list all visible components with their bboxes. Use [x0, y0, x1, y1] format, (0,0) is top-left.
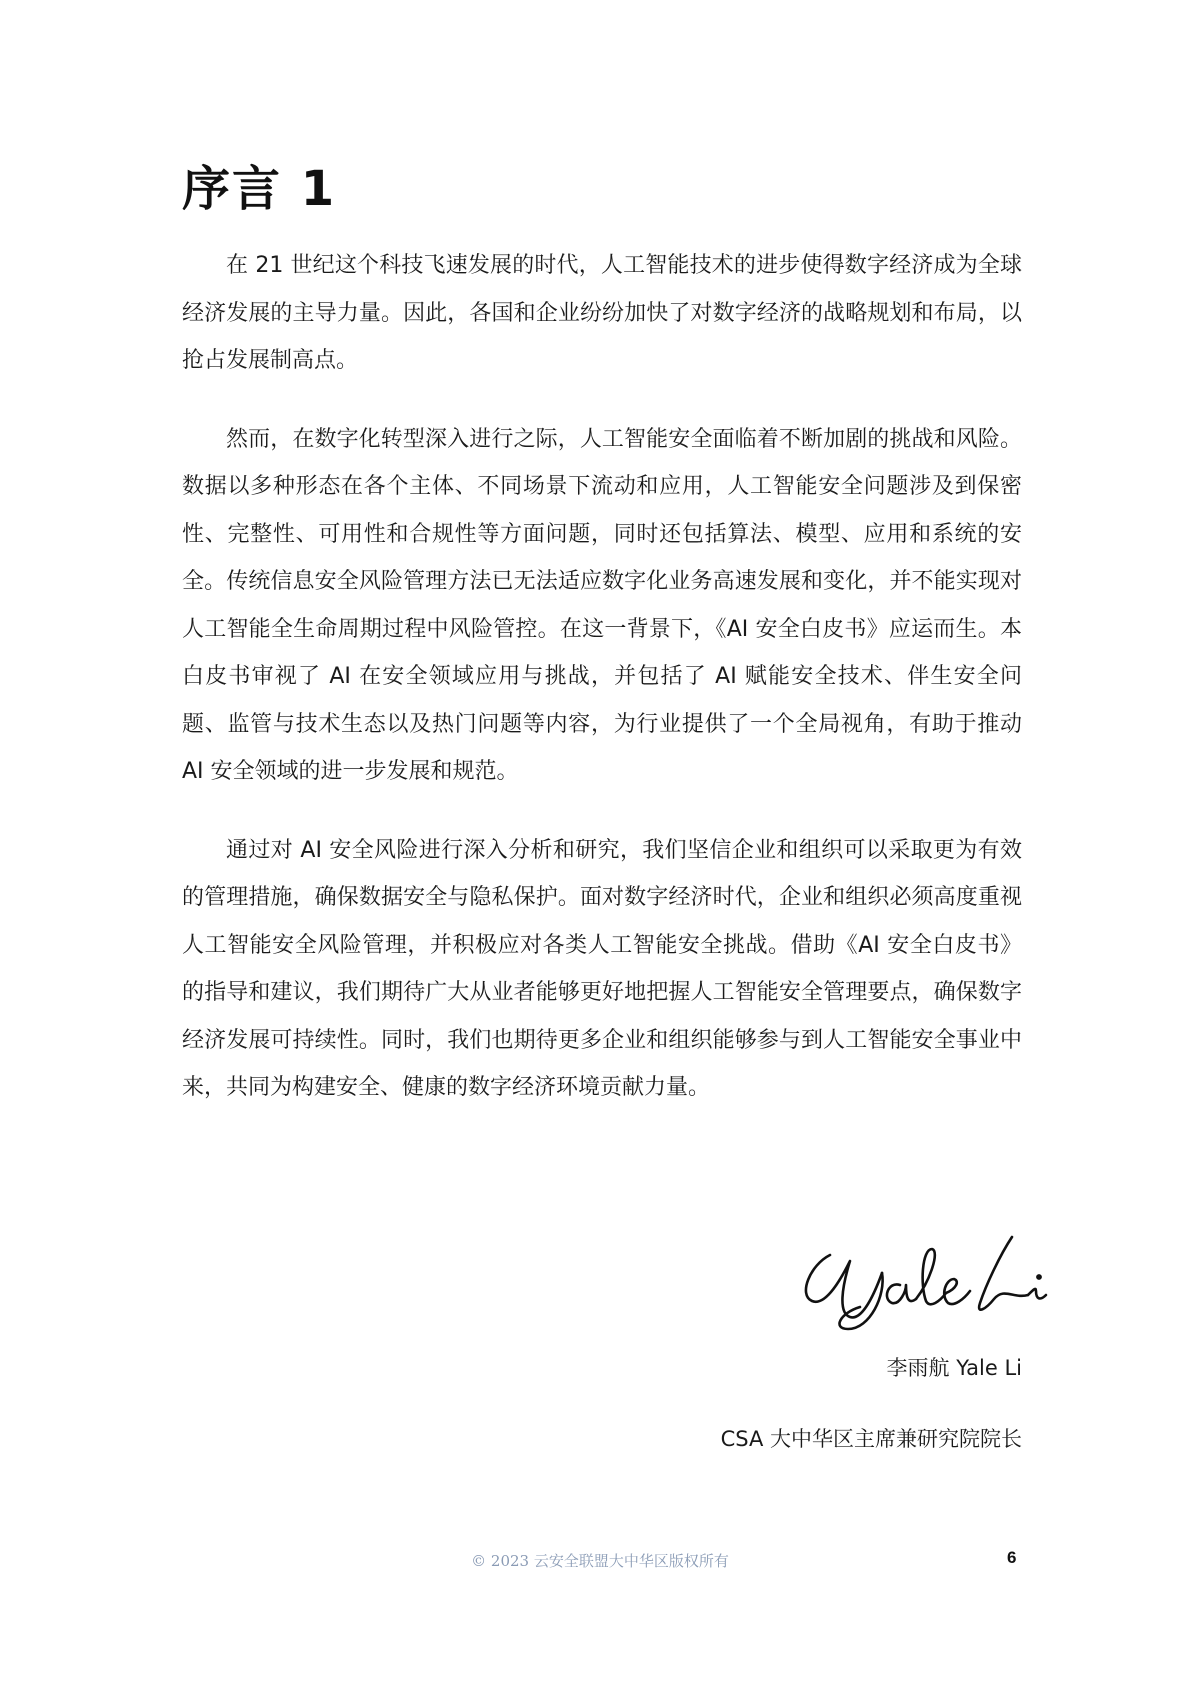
- paragraph-2: 然而，在数字化转型深入进行之际，人工智能安全面临着不断加剧的挑战和风险。数据以多种形态在各个主体、不同场景下流动和应用，人工智能安全问题涉及到保密性、完整性、可用性和合规性等方面问题，同时还包括算法、模型、应用和系统的安全。传统信息安全风险管理方法已无法适应数字化业务高速发展和变化，并不能实现对人工智能全生命周期过程中风险管控。在这一背景下，《AI 安全白皮书》应运而生。本白皮书审视了 AI 在安全领域应用与挑战，并包括了 AI 赋能安全技术、伴生安全问题、监管与技术生态以及热门问题等内容，为行业提供了一个全局视角，有助于推动 AI 安全领域的进一步发展和规范。: [182, 426, 1022, 784]
- copyright-footer: © 2023 云安全联盟大中华区版权所有: [471, 1552, 729, 1570]
- preface-body: [182, 242, 1022, 1143]
- page-title: 序言 1: [182, 161, 337, 217]
- page-number: 6: [1007, 1548, 1017, 1567]
- paragraph-1: 在 21 世纪这个科技飞速发展的时代，人工智能技术的进步使得数字经济成为全球经济发展的主导力量。因此，各国和企业纷纷加快了对数字经济的战略规划和布局，以抢占发展制高点。: [182, 253, 1022, 373]
- handwritten-signature: [790, 1225, 1050, 1335]
- signer-name: 李雨航 Yale Li: [886, 1356, 1022, 1380]
- paragraph-3: 通过对 AI 安全风险进行深入分析和研究，我们坚信企业和组织可以采取更为有效的管理措施，确保数据安全与隐私保护。面对数字经济时代，企业和组织必须高度重视人工智能安全风险管理，并积极应对各类人工智能安全挑战。借助《AI 安全白皮书》的指导和建议，我们期待广大从业者能够更好地把握人工智能安全管理要点，确保数字经济发展可持续性。同时，我们也期待更多企业和组织能够参与到人工智能安全事业中来，共同为构建安全、健康的数字经济环境贡献力量。: [182, 837, 1022, 1100]
- signer-title: CSA 大中华区主席兼研究院院长: [720, 1427, 1022, 1451]
